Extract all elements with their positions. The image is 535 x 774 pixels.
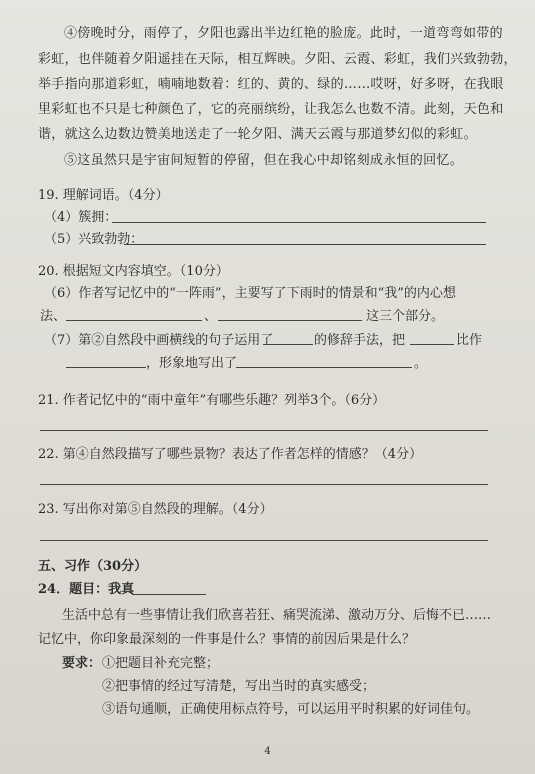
title-blank[interactable]	[132, 594, 206, 595]
q20-line-3-end: 比作	[456, 333, 483, 348]
requirement-1: ①把题目补充完整；	[102, 656, 220, 671]
passage-line: 里彩虹也不只是七种颜色了，它的亮丽缤纷，让我怎么也数不清。此刻，天色和	[38, 102, 504, 117]
question-23-title: 23. 写出你对第⑤自然段的理解。（4分）	[38, 502, 273, 517]
requirement-3: ③语句通顺，正确使用标点符号，可以运用平时积累的好词佳句。	[102, 702, 480, 717]
page-number: 4	[264, 746, 271, 757]
passage-paragraph-5: ⑤这虽然只是宇宙间短暂的停留，但在我心中却铭刻成永恒的回忆。	[64, 153, 464, 168]
question-22-title: 22. 第④自然段描写了哪些景物？表达了作者怎样的情感？（4分）	[38, 447, 423, 462]
passage-line: 彩虹，也伴随着夕阳遥挂在天际，相互辉映。夕阳、云霞、彩虹，我们兴致勃勃，	[38, 52, 517, 67]
section-5-title: 五、习作（30分）	[38, 559, 148, 574]
essay-intro-line-2: 记忆中，你印象最深刻的一件事是什么？事情的前因后果是什么？	[38, 632, 416, 647]
answer-blank[interactable]	[236, 367, 412, 368]
answer-line[interactable]	[40, 484, 488, 485]
answer-blank[interactable]	[66, 320, 202, 321]
question-20-title: 20. 根据短文内容填空。（10分）	[38, 264, 229, 279]
passage-line: ④傍晚时分，雨停了，夕阳也露出半边红艳的脸庞。此时，一道弯弯如带的	[64, 26, 503, 41]
requirement-2: ②把事情的经过写清楚，写出当时的真实感受；	[102, 679, 376, 694]
q19-item-a: （4）簇拥：	[44, 210, 118, 225]
question-19-title: 19. 理解词语。（4分）	[38, 188, 169, 203]
answer-line[interactable]	[40, 540, 488, 541]
answer-blank[interactable]	[410, 344, 454, 345]
passage-line: 举手指向那道彩虹，喃喃地数着：红的、黄的、绿的……哎呀，好多呀，在我眼	[38, 77, 504, 92]
requirements-label: 要求：	[62, 656, 102, 671]
q20-line-1: （6）作者写记忆中的“一阵雨”，主要写了下雨时的情景和“我”的内心想	[44, 286, 456, 301]
essay-intro-line-1: 生活中总有一些事情让我们欣喜若狂、痛哭流涕、激动万分、后悔不已……	[62, 608, 492, 623]
q20-line-2-sep: 、	[204, 309, 218, 324]
q20-line-4-end: 。	[414, 356, 428, 371]
question-21-title: 21. 作者记忆中的“雨中童年”有哪些乐趣？列举3个。（6分）	[38, 393, 386, 408]
q20-line-3-mid: 的修辞手法，把	[314, 333, 406, 348]
q20-line-4-start: ，形象地写出了	[146, 356, 238, 371]
answer-blank[interactable]	[218, 320, 362, 321]
answer-line[interactable]	[40, 430, 488, 431]
passage-line: 谐，就这么边数边赞美地送走了一轮夕阳、满天云霞与那道梦幻似的彩虹。	[38, 127, 477, 142]
question-24-title: 24．题目：我真	[38, 582, 135, 597]
q20-line-3-start: （7）第②自然段中画横线的句子运用了	[44, 333, 274, 348]
answer-blank[interactable]	[263, 344, 313, 345]
answer-line[interactable]	[112, 222, 486, 223]
answer-blank[interactable]	[66, 367, 146, 368]
q20-line-2-end: 这三个部分。	[366, 309, 445, 324]
q20-line-2-start: 法、	[40, 309, 67, 324]
answer-line[interactable]	[124, 244, 486, 245]
q19-item-b: （5）兴致勃勃：	[44, 232, 144, 247]
